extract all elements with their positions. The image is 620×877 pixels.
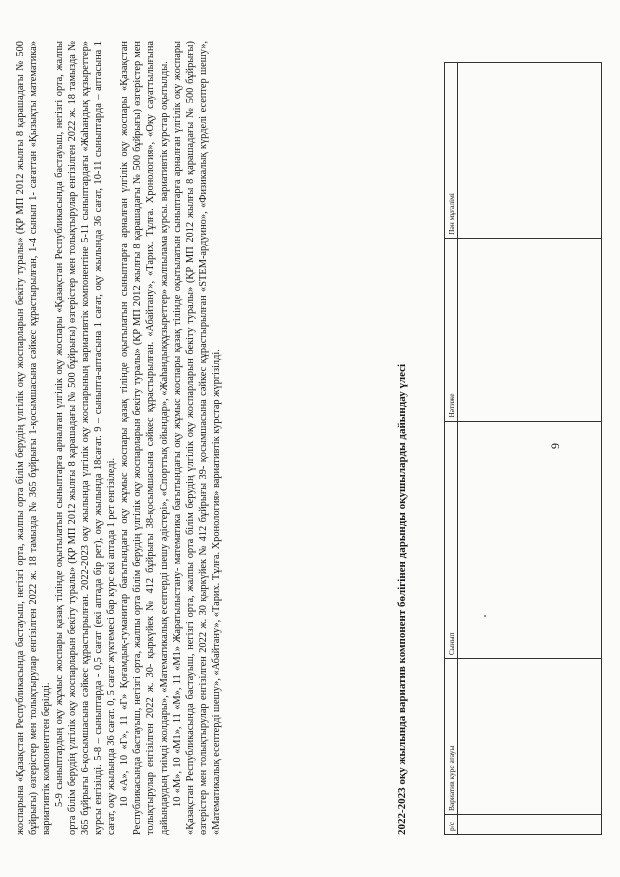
- variative-course-table: [444, 62, 602, 835]
- header-course-name: Вариатив курс атауы: [445, 659, 458, 815]
- table-cell: [458, 659, 602, 815]
- section-heading: 2022-2023 оқу жылында вариатив компонент бөлігінен дарынды оқушыларды дайындау үлесі: [396, 363, 408, 835]
- table-row: [458, 63, 602, 835]
- header-number: р/с: [445, 815, 458, 835]
- paragraph-3: 10 «А», 10 «Г», 11 «Г» Қоғамдық-гуманитар бағытындағы оқу жұмыс жоспары қазақ тілінде оқытылатын сыныптарға арналған үлгілік оқу жоспары «Қазақстан Республикасында бастауыш, негізгі орта, жалпы орта білім берудің үлгілік оқу жоспарларын бекіту туралы» (ҚР МП 2012 жылғы 8 қарашадағы № 500 бұйрығы) өзгерістер мен толықтырулар енгізілген 2022 ж. 30- қыркүйек № 412 бұйрығы 38-қосымшасына сәйкес құрастырылған. «Абайтану», «Тарих. Тұлға. Хронология», «Оқу сауаттылығына дайындаудың тиімді жолдары», «Математикалық есептерді шешу әдістері», «Спорттық ойындар», «Жаһандыққұзыреттер» жалпылама курсы. вариативтік курстар оқытылды.: [119, 41, 170, 835]
- header-teacher: Пән мұғалімі: [445, 63, 458, 239]
- paragraph-4: 10 «М», 10 «М1», 11 «М», 11 «М1» Жаратылыстану- математика бағытындағы оқу жұмыс жоспары қазақ тілінде оқытылатын сыныптарға арналған үлгілік оқу жоспары «Қазақстан Республикасында бастауыш, негізгі орта, жалпы орта білім берудің үлгілік оқу жоспарларын бекіту туралы» (ҚР МП 2012 жылғы 8 қарашадағы № 500 бұйрығы) өзгерістер мен толықтырулар енгізілген 2022 ж. 30 қыркүйек № 412 бұйрығы 39- қосымшасына сәйкес құрастырылған «STEM-ардуино», «Физикалық күрделі есептер шешу», «Математикалық есептерді шешу», «Абайтану», «Тарих. Тұлға. Хронология» вариативтік курстар жүргізілді.: [171, 41, 222, 835]
- scan-speck: [484, 615, 486, 617]
- header-grade: Сынып: [445, 421, 458, 659]
- paragraph-2: 5-9 сыныптардың оқу жұмыс жоспары қазақ тілінде оқытылатын сыныптарға арналған үлгілік оқу жоспары «Қазақстан Республикасында бастауыш, негізгі орта, жалпы орта білім берудің үлгілік оқу жоспарларын бекіту туралы» (ҚР МП 2012 жылғы 8 қарашадағы № 500 бұйрығы) өзгерістер мен толықтырулар енгізілген 2022 ж. 18 тамызда № 365 бұйрығы 6-қосымшасына сәйкес құрастырылған. 2022-2023 оқу жылында үлгілік оқу жоспарының вариативтік компонентіне 5-11 сыныптардағы «Жаһандық құзыреттер» курсы енгізілді. 5-8 – сыныптарда - 0,5 сағат (екі аптада бір рет), оқу жылында 18сағат. 9 – сыныпта-аптасына 1 сағат, оқу жылында 36 сағат, 10-11 сыныптарда – аптасына 1 сағат, оқу жылында 36 сағат. 0, 5 сағат жүктемесі бар курс екі аптада 1 рет енгізіледі.: [54, 41, 118, 835]
- table-cell: [458, 815, 602, 835]
- table-cell: [458, 421, 602, 659]
- paragraph-1: жоспарына «Қазақстан Республикасында бастауыш, негізгі орта, жалпы орта білім берудің үлгілік оқу жоспарларын бекіту туралы» (ҚР МП 2012 жылғы 8 қарашадағы № 500 бұйрығы) өзгерістер мен толықтырулар енгізілген 2022 ж. 18 тамызда № 365 бұйрығы 1-қосымшасына сәйкес құрастырылған, 1-4 сынып 1- сағаттан «Қызықты математика» вариативтік компоненттен берілді.: [15, 41, 53, 835]
- page-number: 9: [548, 443, 562, 449]
- table-cell: [458, 238, 602, 421]
- table-header-row: [445, 63, 458, 835]
- header-result: Нәтиже: [445, 238, 458, 421]
- table-cell: [458, 63, 602, 239]
- body-text: [14, 41, 223, 835]
